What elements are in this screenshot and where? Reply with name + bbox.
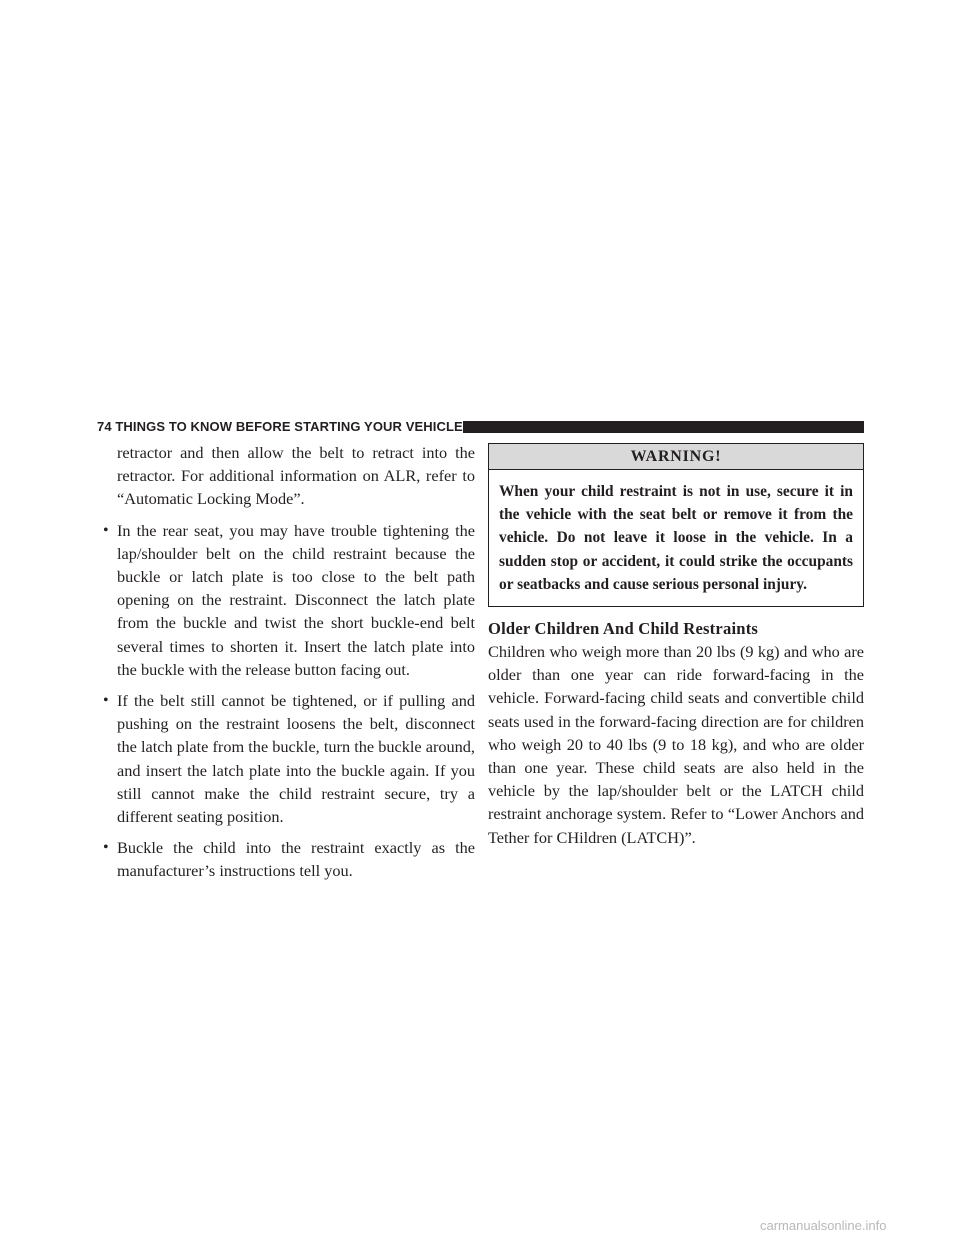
- warning-box: [488, 443, 864, 607]
- header-rule: [463, 421, 864, 433]
- list-item: [103, 519, 475, 681]
- section-body: Children who weigh more than 20 lbs (9 kg) and who are older than one year can ride forward-facing in the vehicle. Forward-facing child seats and convertible child seats used in the forward-facing direction are for children who weigh 20 to 40 lbs (9 to 18 kg), and who are older than one year. These child seats are also held in the vehicle by the lap/shoulder belt or the LATCH child restraint anchorage system. Refer to “Lower Anchors and Tether for CHildren (LATCH)”.: [488, 642, 864, 847]
- chapter-title: THINGS TO KNOW BEFORE STARTING YOUR VEHICLE: [115, 419, 463, 434]
- warning-body: When your child restraint is not in use, secure it in the vehicle with the seat belt or remove it from the vehicle. Do not leave it loose in the vehicle. In a sudden stop or accident, it could strike the occupants or seatbacks and cause serious personal injury.: [499, 483, 853, 593]
- list-item: [103, 836, 475, 882]
- list-item-text: Buckle the child into the restraint exactly as the manufacturer’s instructions tell you.: [117, 838, 475, 881]
- bullet-icon: •: [103, 839, 109, 857]
- warning-title: WARNING!: [489, 444, 863, 470]
- site-watermark: carmanualsonline.info: [760, 1218, 887, 1233]
- continued-paragraph: retractor and then allow the belt to retract into the retractor. For additional information on ALR, refer to “Automatic Locking Mode”.: [117, 443, 475, 509]
- right-column: [488, 441, 864, 849]
- list-item-text: In the rear seat, you may have trouble tightening the lap/shoulder belt on the child restraint because the buckle or latch plate is too close to the belt path opening on the restraint. Disconnect the latch plate from the buckle and twist the short buckle-end belt several times to shorten it. Insert the latch plate into the buckle with the release button facing out.: [117, 520, 475, 679]
- bullet-icon: •: [103, 692, 109, 710]
- list-item: [103, 689, 475, 828]
- bullet-icon: •: [103, 521, 109, 539]
- list-item-text: If the belt still cannot be tightened, or if pulling and pushing on the restraint loosens the belt, disconnect the latch plate from the buckle, turn the buckle around, and insert the latch plate into the buckle again. If you still cannot make the child restraint secure, try a different seating position.: [117, 691, 475, 827]
- header-text: [97, 419, 463, 434]
- page-number: 74: [97, 419, 112, 434]
- section-heading: Older Children And Child Restraints: [488, 619, 759, 639]
- page-header: [97, 417, 864, 437]
- bullet-list: [103, 519, 475, 883]
- left-column: [103, 441, 475, 891]
